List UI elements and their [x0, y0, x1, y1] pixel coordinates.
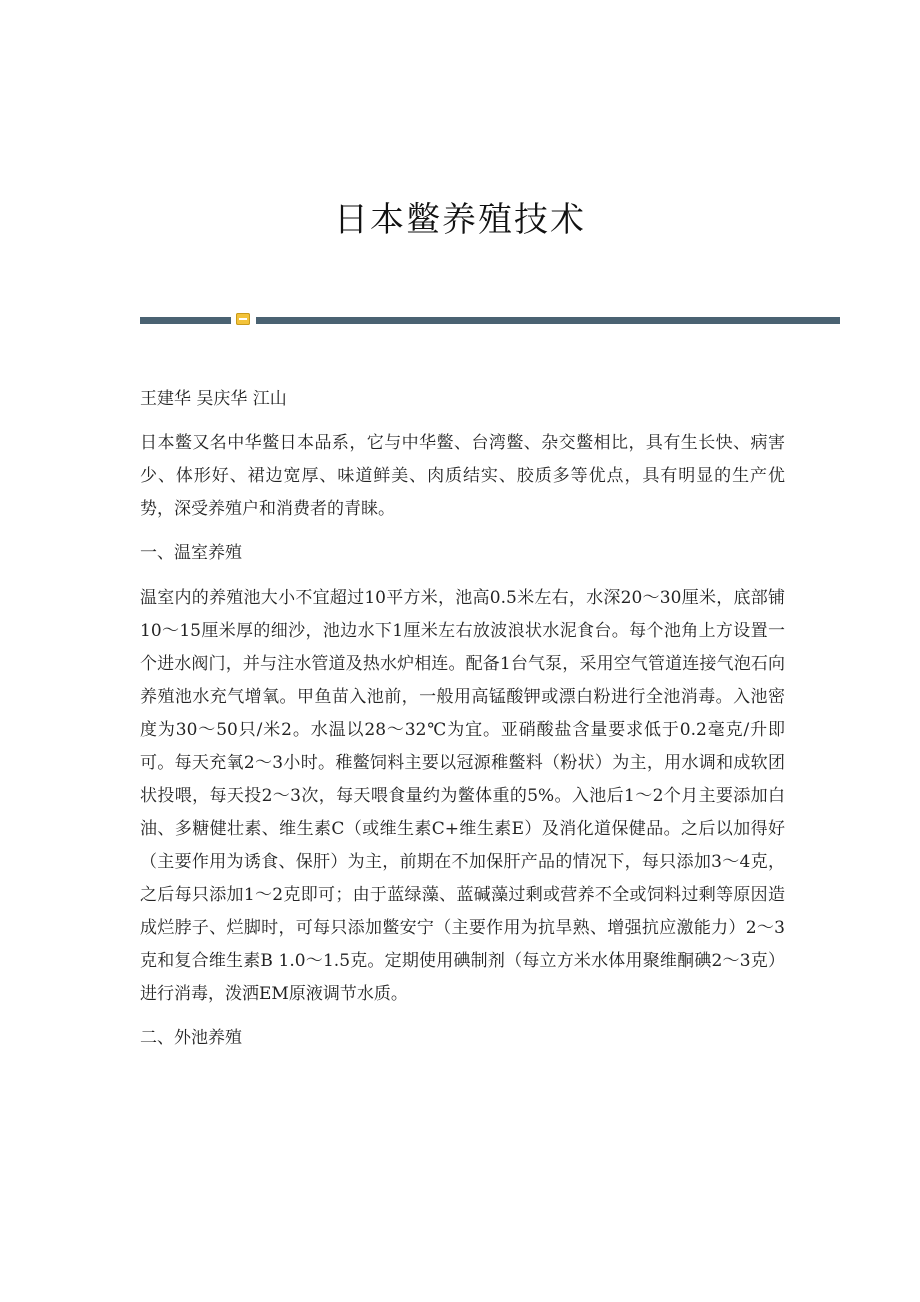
divider-emblem-icon [236, 313, 250, 325]
section-heading-outdoor: 二、外池养殖 [140, 1028, 242, 1048]
divider-bar-right [256, 317, 840, 324]
authors: 王建华 吴庆华 江山 [140, 389, 287, 409]
document-title: 日本鳖养殖技术 [334, 200, 586, 240]
section-paragraph-greenhouse: 温室内的养殖池大小不宜超过10平方米，池高0.5米左右，水深20～30厘米，底部铺10～15厘米厚的细沙，池边水下1厘米左右放波浪状水泥食台。每个池角上方设置一个进水阀门，并与注水管道及热水炉相连。配备1台气泵，采用空气管道连接气泡石向养殖池水充气增氧。甲鱼苗入池前，一般用高锰酸钾或漂白粉进行全池消毒。入池密度为30～50只/米2。水温以28～32℃为宜。亚硝酸盐含量要求低于0.2毫克/升即可。每天充氧2～3小时。稚鳖饲料主要以冠源稚鳖料（粉状）为主，用水调和成软团状投喂，每天投2～3次，每天喂食量约为鳖体重的5%。入池后1～2个月主要添加白油、多糖健壮素、维生素C（或维生素C+维生素E）及消化道保健品。之后以加得好（主要作用为诱食、保肝）为主，前期在不加保肝产品的情况下，每只添加3～4克，之后每只添加1～2克即可；由于蓝绿藻、蓝碱藻过剩或营养不全或饲料过剩等原因造成烂脖子、烂脚时，可每只添加鳖安宁（主要作用为抗旱熟、增强抗应激能力）2～3克和复合维生素B 1.0～1.5克。定期使用碘制剂（每立方米水体用聚维酮碘2～3克）进行消毒，泼洒EM原液调节水质。 [140, 588, 785, 1004]
title-divider [140, 312, 840, 328]
intro-paragraph: 日本鳖又名中华鳖日本品系，它与中华鳖、台湾鳖、杂交鳖相比，具有生长快、病害少、体形好、裙边宽厚、味道鲜美、肉质结实、胶质多等优点，具有明显的生产优势，深受养殖户和消费者的青睐。 [140, 433, 785, 519]
document-body [140, 385, 785, 1067]
divider-bar-left [140, 317, 231, 324]
section-heading-greenhouse: 一、温室养殖 [140, 543, 242, 563]
